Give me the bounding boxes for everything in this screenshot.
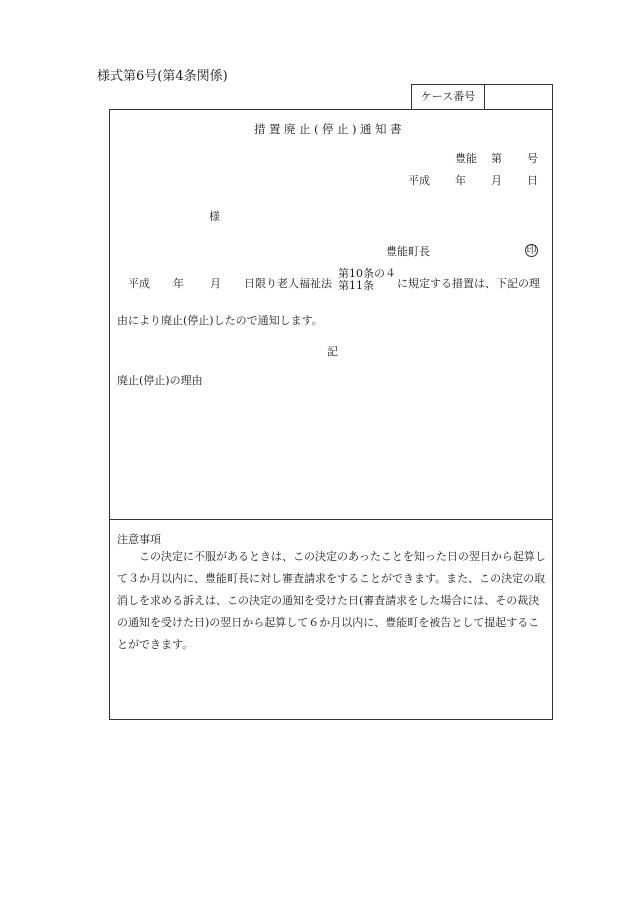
- addressee-suffix: 様: [209, 210, 220, 223]
- body-line-2: 由により廃止(停止)したので通知します。: [117, 314, 323, 327]
- date-month: 月: [491, 174, 502, 187]
- seal-mark: 印: [526, 245, 537, 256]
- date-day: 日: [527, 174, 538, 187]
- case-number-label: ケース番号: [412, 85, 485, 109]
- reason-label: 廃止(停止)の理由: [117, 374, 203, 387]
- law-article-block: [338, 268, 396, 292]
- date-era: 平成: [408, 174, 430, 187]
- date-year: 年: [455, 174, 466, 187]
- law-line-2: 第11条: [338, 279, 374, 292]
- law-line-1: 第10条の４: [338, 267, 396, 280]
- notes-text: この決定に不服があるときは、この決定のあったことを知った日の翌日から起算して３か月以内に、豊能町長に対し審査請求をすることができます。また、この決定の取消しを求める訴えは、この決定の通知を受けた日(審査請求をした場合には、その裁決の通知を受けた日)の翌日から起算して６か月以内に、豊能町を被告として提起することができます。: [117, 550, 546, 651]
- case-number-box: [411, 84, 553, 109]
- body-year: 年: [173, 277, 184, 290]
- doc-number-prefix: 豊能: [455, 152, 477, 165]
- case-number-field[interactable]: [485, 85, 553, 109]
- document-title: 措置廃止(停止)通知書: [254, 122, 405, 136]
- sender-name: 豊能町長: [386, 245, 430, 258]
- notes-title: 注意事項: [117, 533, 161, 546]
- body-after-law: に規定する措置は、下記の理: [397, 277, 540, 290]
- doc-number-go: 号: [527, 152, 538, 165]
- body-era: 平成: [128, 277, 150, 290]
- notes-divider: [109, 519, 553, 520]
- body-until: 日限り老人福祉法: [244, 277, 332, 290]
- doc-number-dai: 第: [491, 152, 502, 165]
- form-label: 様式第6号(第4条関係): [97, 69, 228, 84]
- ki-heading: 記: [327, 345, 338, 358]
- body-month: 月: [210, 277, 221, 290]
